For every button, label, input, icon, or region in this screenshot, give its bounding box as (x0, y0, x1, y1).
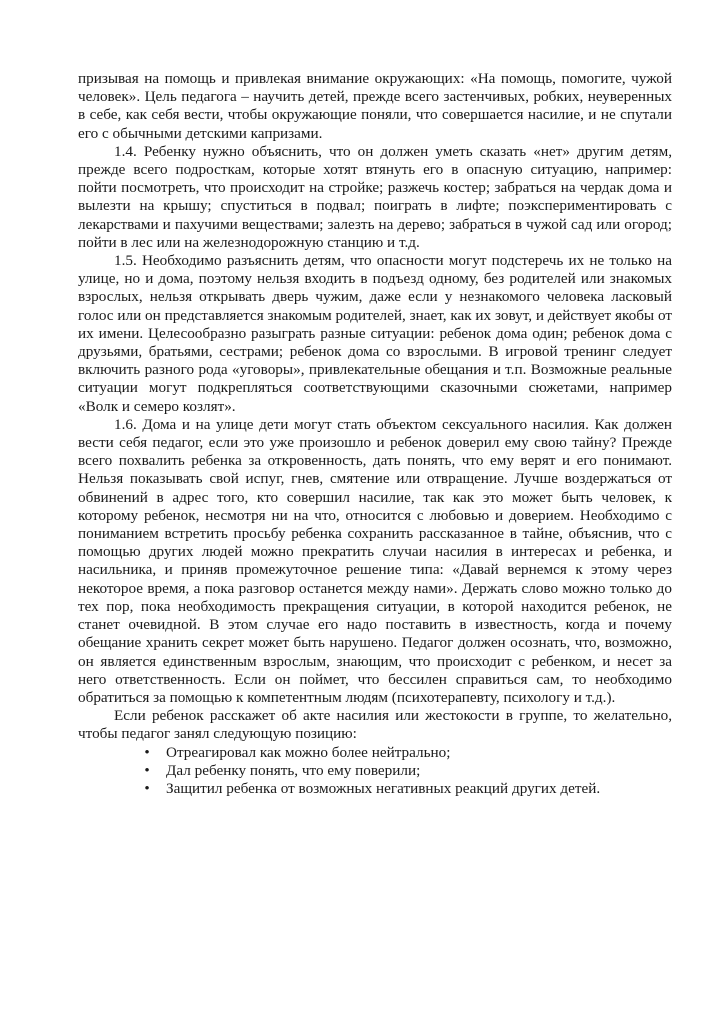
bullet-dot-icon: • (144, 779, 150, 797)
list-item-text: Дал ребенку понять, что ему поверили; (166, 761, 421, 779)
list-item (78, 744, 672, 762)
list-item (78, 762, 672, 780)
paragraph-1-5: 1.5. Необходимо разъяснить детям, что опасности могут подстеречь их не только на улице, но и дома, поэтому нельзя входить в подъезд одному, без родителей или знакомых взрослых, нельзя открывать дверь чужим, даже если у незнакомого человека ласковый голос или он представляется знакомым родителей, знает, как их зовут, и действует якобы от их имени. Целесообразно разыграть разные ситуации: ребенок дома один; ребенок дома с друзьями, братьями, сестрами; ребенок дома со взрослыми. В игровой тренинг следует включить разного рода «уговоры», привлекательные обещания и т.п. Возможные реальные ситуации могут подкрепляться соответствующими сказочными сюжетами, например «Волк и семеро козлят». (78, 252, 672, 415)
paragraph-group-position: Если ребенок расскажет об акте насилия или жестокости в группе, то желательно, чтобы педагог занял следующую позицию: (78, 707, 672, 743)
list-item (78, 780, 672, 798)
paragraph-1-6: 1.6. Дома и на улице дети могут стать объектом сексуального насилия. Как должен вести себя педагог, если это уже произошло и ребенок доверил ему свою тайну? Прежде всего похвалить ребенка за откровенность, дать понять, что ему верят и его понимают. Нельзя показывать свой испуг, гнев, смятение или отвращение. Лучше воздержаться от обвинений в адрес того, кто совершил насилие, так как это может быть человек, к которому ребенок, несмотря ни на что, относится с любовью и доверием. Необходимо с пониманием встретить просьбу ребенка сохранить рассказанное в тайне, объяснив, что с помощью других людей можно прекратить случаи насилия в интересах и ребенка, и насильника, и приняв промежуточное решение типа: «Давай вернемся к этому через некоторое время, а пока разговор останется между нами». Держать слово можно только до тех пор, пока необходимость прекращения ситуации, в которой находится ребенок, не станет очевидной. В этом случае его надо поставить в известность, когда и почему обещание хранить секрет может быть нарушено. Педагог должен осознать, что, возможно, он является единственным взрослым, знающим, что происходит с ребенком, и несет за него ответственность. Если он поймет, что бессилен справиться сам, то необходимо обратиться за помощью к компетентным людям (психотерапевту, психологу и т.д.). (78, 415, 672, 706)
bullet-dot-icon: • (144, 761, 150, 779)
list-item-text: Отреагировал как можно более нейтрально; (166, 743, 451, 761)
list-item-text: Защитил ребенка от возможных негативных реакций других детей. (166, 779, 601, 797)
paragraph-1-4: 1.4. Ребенку нужно объяснить, что он должен уметь сказать «нет» другим детям, прежде всего подросткам, которые хотят втянуть его в опасную ситуацию, например: пойти посмотреть, что происходит на стройке; разжечь костер; забраться на чердак дома и вылезти на крышу; спуститься в подвал; поиграть в лифте; поэкспериментировать с лекарствами и пахучими веществами; залезть на дерево; забраться в чужой сад или огород; пойти в лес или на железнодорожную станцию и т.д. (78, 142, 672, 251)
position-list (78, 744, 672, 799)
bullet-dot-icon: • (144, 743, 150, 761)
document-page (78, 70, 672, 798)
paragraph-intro: призывая на помощь и привлекая внимание окружающих: «На помощь, помогите, чужой человек». Цель педагога – научить детей, прежде всего застенчивых, робких, неуверенных в себе, как себя вести, чтобы окружающие поняли, что совершается насилие, и не спутали его с обычными детскими капризами. (78, 70, 672, 142)
